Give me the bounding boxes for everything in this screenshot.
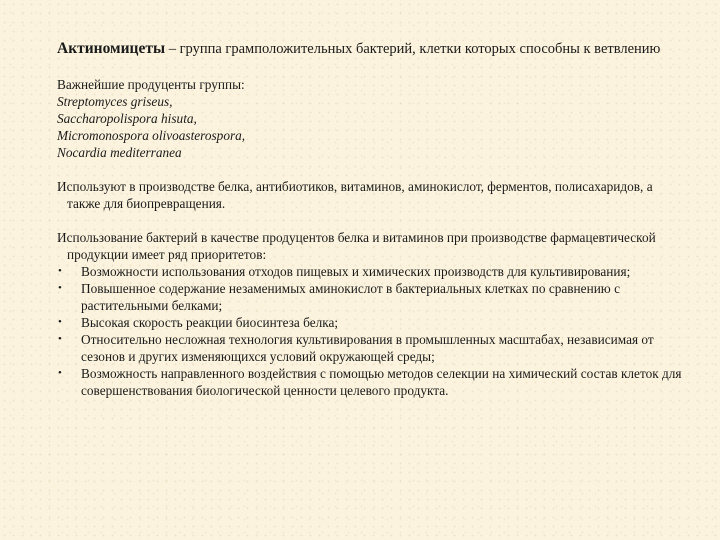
- spacer: [57, 58, 687, 76]
- priority-item: [57, 365, 687, 399]
- bullet-icon: •: [58, 367, 62, 379]
- slide-content: [57, 40, 687, 399]
- priority-item: [57, 331, 687, 365]
- priorities-block: [57, 229, 687, 399]
- bullet-icon: •: [58, 282, 62, 294]
- priority-text: Относительно несложная технология культивирования в промышленных масштабах, независимая от сезонов и других изменяющихся условий окружающей среды;: [81, 332, 654, 364]
- definition-term: Актиномицеты: [57, 40, 166, 57]
- priorities-list: [57, 263, 687, 399]
- priorities-intro: Использование бактерий в качестве продуцентов белка и витаминов при производстве фармацевтической продукции имеет ряд приоритетов:: [57, 230, 656, 262]
- priority-text: Возможности использования отходов пищевых и химических производств для культивирования;: [81, 264, 631, 279]
- species-item: Nocardia mediterranea: [57, 145, 182, 160]
- species-item: Micromonospora olivoasterospora,: [57, 128, 246, 143]
- spacer: [57, 212, 687, 229]
- actinomycetes-definition: [57, 40, 687, 58]
- priority-item: [57, 263, 687, 280]
- priority-text: Возможность направленного воздействия с помощью методов селекции на химический состав клеток для совершенствования биологической ценности целевого продукта.: [81, 366, 682, 398]
- bullet-icon: •: [58, 333, 62, 345]
- bullet-icon: •: [58, 316, 62, 328]
- producers-block: [57, 76, 687, 161]
- priority-item: [57, 280, 687, 314]
- definition-text: – группа грамположительных бактерий, клетки которых способны к ветвлению: [165, 41, 661, 57]
- priority-text: Высокая скорость реакции биосинтеза белка;: [81, 315, 339, 330]
- producers-label: Важнейшие продуценты группы:: [57, 77, 245, 92]
- species-item: Streptomyces griseus,: [57, 94, 173, 109]
- spacer: [57, 161, 687, 178]
- priority-text: Повышенное содержание незаменимых аминокислот в бактериальных клетках по сравнению с растительными белками;: [81, 281, 620, 313]
- species-item: Saccharopolispora hisuta,: [57, 111, 197, 126]
- bullet-icon: •: [58, 265, 62, 277]
- usage-paragraph: Используют в производстве белка, антибиотиков, витаминов, аминокислот, ферментов, полисахаридов, а также для биопревращения.: [57, 179, 653, 211]
- priority-item: [57, 314, 687, 331]
